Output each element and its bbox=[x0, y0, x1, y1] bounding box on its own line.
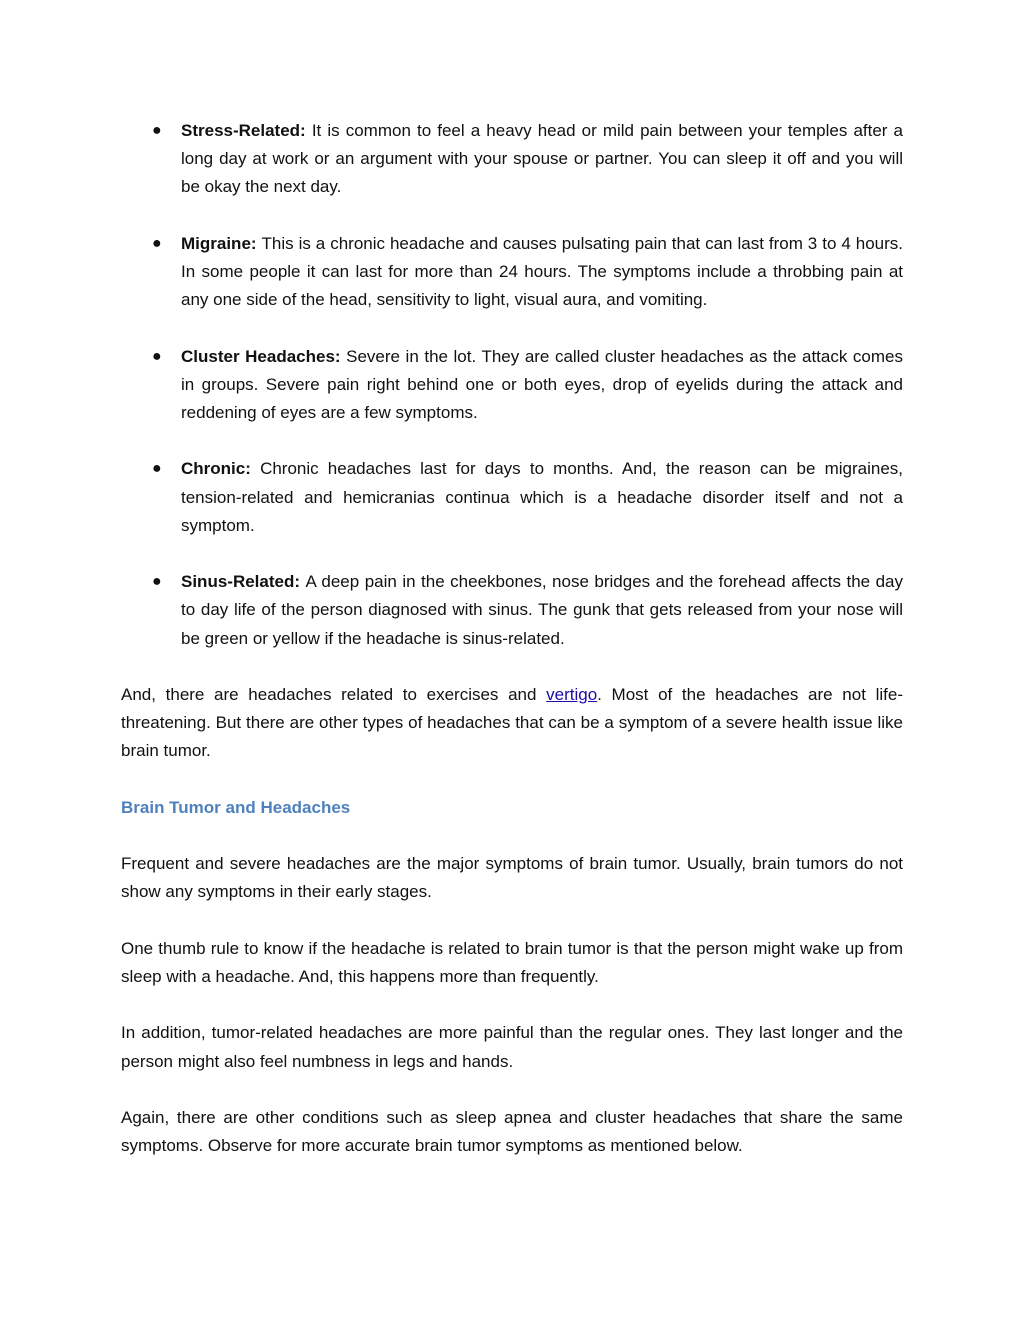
list-item-term: Chronic: bbox=[181, 459, 261, 479]
list-item-term: Migraine: bbox=[181, 233, 262, 253]
bullet-icon: ● bbox=[152, 573, 162, 591]
list-item bbox=[121, 568, 903, 653]
intro-paragraph bbox=[121, 681, 903, 766]
list-item-text: This is a chronic headache and causes pulsating pain that can last from 3 to 4 hours. In some people it can last for more than 24 hours. The symptoms include a throbbing pain at any one side of the head, sensitivity to light, visual aura, and vomiting. bbox=[181, 233, 903, 310]
bullet-icon: ● bbox=[152, 122, 162, 139]
list-item-text: It is common to feel a heavy head or mild pain between your temples after a long day at work or an argument with your spouse or partner. You can sleep it off and you will be okay the next day. bbox=[181, 121, 904, 197]
list-item-text: A deep pain in the cheekbones, nose bridges and the forehead affects the day to day life of the person diagnosed with sinus. The gunk that gets released from your nose will be green or yellow if the headache is sinus-related. bbox=[181, 572, 903, 648]
list-item-text: Severe in the lot. They are called cluster headaches as the attack comes in groups. Severe pain right behind one or both eyes, drop of eyelids during the attack and reddening of eyes are a few symptoms. bbox=[181, 346, 903, 422]
section-heading: Brain Tumor and Headaches bbox=[121, 797, 351, 817]
bullet-icon: ● bbox=[152, 347, 162, 365]
list-item bbox=[121, 343, 903, 428]
document-page bbox=[121, 117, 903, 1189]
intro-text-before-link: And, there are headaches related to exercises and bbox=[121, 684, 547, 704]
body-paragraph: In addition, tumor-related headaches are more painful than the regular ones. They last longer and the person might also feel numbness in legs and hands. bbox=[121, 1023, 903, 1071]
vertigo-link[interactable]: vertigo bbox=[546, 684, 598, 704]
list-item-term: Stress-Related: bbox=[181, 121, 312, 140]
list-item bbox=[121, 230, 903, 315]
body-paragraph: One thumb rule to know if the headache is related to brain tumor is that the person might wake up from sleep with a headache. And, this happens more than frequently. bbox=[121, 938, 903, 986]
list-item bbox=[121, 117, 903, 202]
bullet-icon: ● bbox=[152, 460, 162, 478]
headache-types-list bbox=[121, 117, 903, 653]
body-paragraph: Frequent and severe headaches are the major symptoms of brain tumor. Usually, brain tumors do not show any symptoms in their early stages. bbox=[121, 854, 903, 902]
list-item-term: Sinus-Related: bbox=[181, 572, 306, 592]
intro-text-after-link: . Most of the headaches are not life-threatening. But there are other types of headaches that can be a symptom of a severe health issue like brain tumor. bbox=[121, 684, 903, 761]
list-item-term: Cluster Headaches: bbox=[181, 346, 347, 366]
body-paragraph: Again, there are other conditions such as sleep apnea and cluster headaches that share the same symptoms. Observe for more accurate brain tumor symptoms as mentioned below. bbox=[121, 1107, 903, 1156]
list-item-text: Chronic headaches last for days to months. And, the reason can be migraines, tension-related and hemicranias continua which is a headache disorder itself and not a symptom. bbox=[181, 459, 904, 535]
bullet-icon: ● bbox=[152, 234, 162, 252]
list-item bbox=[121, 455, 903, 540]
